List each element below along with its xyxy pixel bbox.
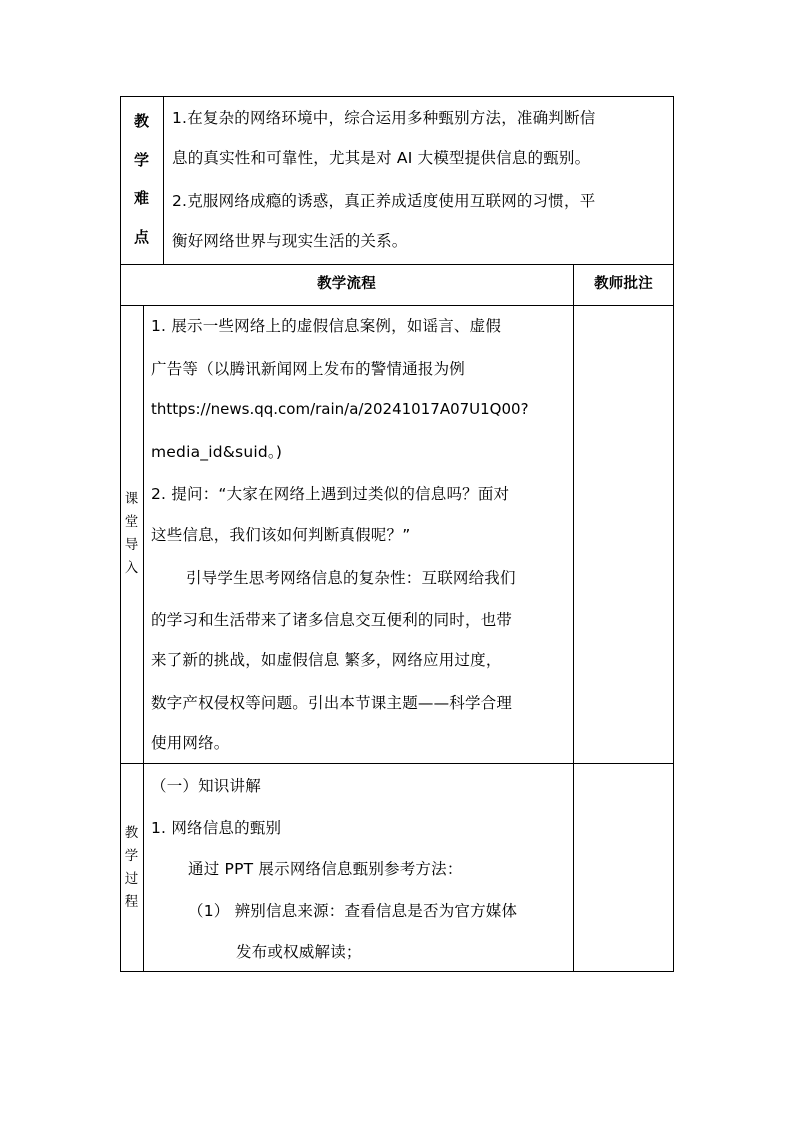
process-line: 发布或权威解读； (236, 943, 362, 961)
intro-line: 广告等（以腾讯新闻网上发布的警情通报为例 (151, 360, 466, 378)
row-divider (120, 305, 674, 306)
intro-line: 2. 提问：“大家在网络上遇到过类似的信息吗？面对 (151, 485, 510, 503)
label-char: 学 (133, 150, 149, 169)
intro-line: thttps://news.qq.com/rain/a/20241017A07U1Q00? (151, 400, 529, 418)
label-char: 学 (124, 848, 139, 864)
label-char: 教 (124, 825, 139, 841)
col-divider (163, 96, 164, 264)
process-line: （一）知识讲解 (151, 777, 261, 795)
col-divider (573, 264, 574, 972)
intro-line: 来了新的挑战，如虚假信息 繁多，网络应用过度， (151, 651, 502, 669)
label-char: 程 (124, 894, 139, 910)
difficulty-line: 1.在复杂的网络环境中，综合运用多种甄别方法，准确判断信 (172, 109, 596, 127)
label-char: 课 (124, 491, 139, 507)
difficulty-line: 2.克服网络成瘾的诱惑，真正养成适度使用互联网的习惯，平 (172, 192, 596, 210)
col-divider (143, 305, 144, 972)
intro-line: 数字产权侵权等问题。引出本节课主题——科学合理 (151, 694, 513, 712)
intro-line: 1. 展示一些网络上的虚假信息案例，如谣言、虚假 (151, 317, 502, 335)
flow-header: 教学流程 (317, 276, 376, 292)
notes-header: 教师批注 (594, 276, 653, 292)
label-char: 难 (133, 189, 149, 207)
intro-label (120, 488, 143, 580)
intro-line: 这些信息，我们该如何判断真假呢？” (151, 526, 411, 544)
label-char: 导 (124, 537, 139, 553)
difficulty-line: 衡好网络世界与现实生活的关系。 (172, 232, 408, 250)
row-divider (120, 763, 674, 764)
difficulty-label (120, 102, 163, 256)
intro-line: media_id&suid。) (151, 443, 283, 461)
label-char: 点 (133, 227, 149, 246)
difficulty-line: 息的真实性和可靠性，尤其是对 AI 大模型提供信息的甄别。 (172, 149, 591, 167)
process-line: 1. 网络信息的甄别 (151, 819, 282, 837)
intro-line: 使用网络。 (151, 734, 230, 752)
label-char: 教 (133, 112, 149, 130)
process-label (120, 822, 143, 914)
intro-line: 引导学生思考网络信息的复杂性：互联网给我们 (186, 569, 516, 587)
intro-line: 的学习和生活带来了诸多信息交互便利的同时，也带 (151, 611, 513, 629)
label-char: 堂 (124, 514, 139, 530)
process-line: （1） 辨别信息来源：查看信息是否为官方媒体 (188, 902, 518, 920)
label-char: 入 (124, 560, 139, 576)
label-char: 过 (124, 871, 139, 887)
process-line: 通过 PPT 展示网络信息甄别参考方法： (188, 860, 463, 878)
